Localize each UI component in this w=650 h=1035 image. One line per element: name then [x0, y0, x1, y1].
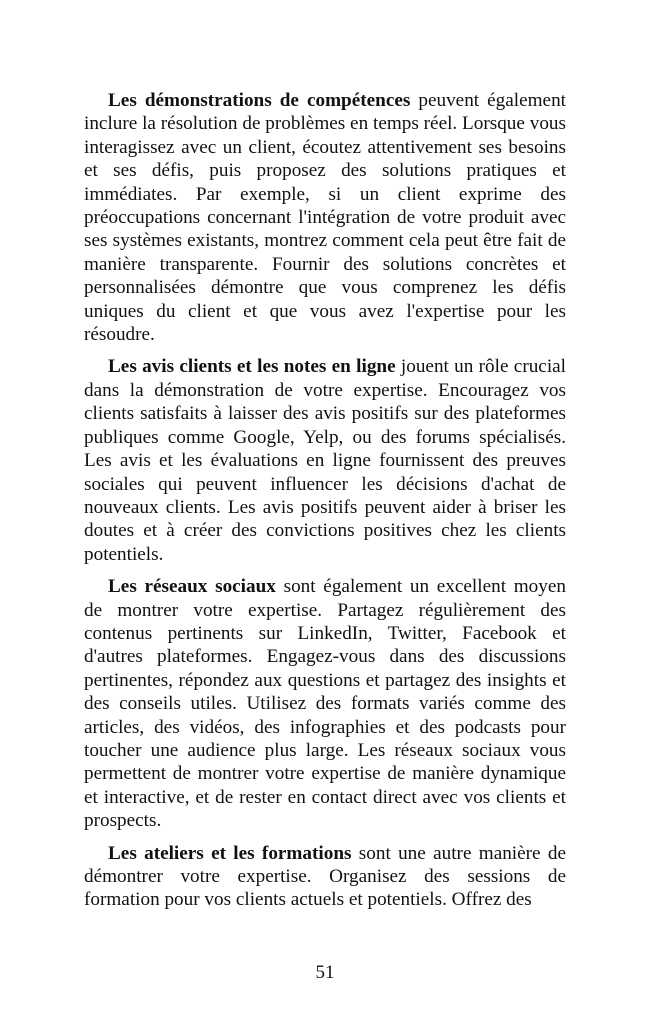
paragraph-text: sont également un excellent moyen de montrer votre expertise. Partagez régulièrement des contenus pertinents sur LinkedIn, Twitter, Facebook et d'autres plateformes. Engagez-vous dans des discussions pertinentes, répondez aux questions et partagez des insights et des conseils utiles. Utilisez des formats variés comme des articles, des vidéos, des infographies et des podcasts pour toucher une audience plus large. Les réseaux sociaux vous permettent de montrer votre expertise de manière dynamique et interactive, et de rester en contact direct avec vos clients et prospects. [84, 576, 566, 832]
paragraph-problem-solving [84, 89, 566, 346]
paragraph-lead: Les réseaux sociaux [108, 576, 276, 598]
paragraph-text: peuvent également inclure la résolution de problèmes en temps réel. Lorsque vous interagissez avec un client, écoutez attentivement ses besoins et ses défis, puis proposez des solutions pratiques et immédiates. Par exemple, si un client exprime des préoccupations concernant l'intégration de votre produit avec ses systèmes existants, montrez comment cela peut être fait de manière transparente. Fournir des solutions concrètes et personnalisées démontre que vous comprenez les défis uniques du client et que vous avez l'expertise pour les résoudre. [84, 90, 566, 346]
page-number: 51 [315, 962, 335, 983]
page-body [84, 89, 566, 921]
paragraph-online-reviews [84, 355, 566, 566]
paragraph-lead: Les ateliers et les formations [108, 842, 352, 864]
paragraph-workshops [84, 842, 566, 912]
paragraph-text: sont une autre manière de démontrer votre expertise. Organisez des sessions de formation pour vos clients actuels et potentiels. Offrez des [84, 842, 566, 911]
paragraph-lead: Les démonstrations de compétences [108, 90, 411, 111]
paragraph-text: jouent un rôle crucial dans la démonstration de votre expertise. Encouragez vos clients satisfaits à laisser des avis positifs sur des plateformes publiques comme Google, Yelp, ou des forums spécialisés. Les avis et les évaluations en ligne fournissent des preuves sociales qui peuvent influencer les décisions d'achat de nouveaux clients. Les avis positifs peuvent aider à briser les doutes et à créer des convictions positives chez les clients potentiels. [84, 356, 566, 565]
paragraph-social-networks [84, 575, 566, 832]
paragraph-lead: Les avis clients et les notes en ligne [108, 356, 396, 378]
